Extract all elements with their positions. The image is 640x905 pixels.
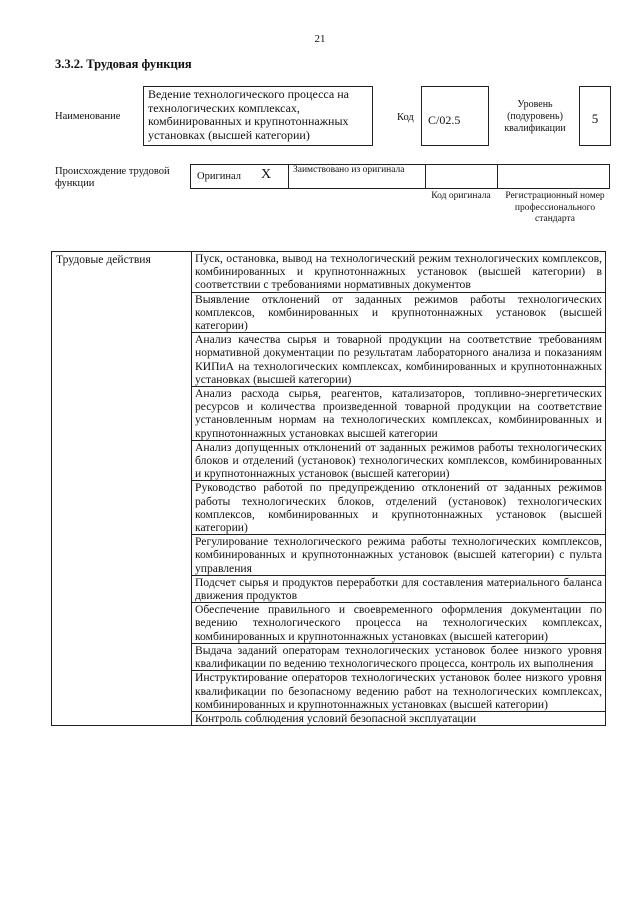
divider: [425, 164, 426, 189]
labor-actions-label: Трудовые действия: [52, 252, 192, 726]
labor-action: Инструктирование операторов технологических установок более низкого уровня квалификации по безопасному ведению работ на технологических комплексах, комбинированных и крупнотоннажных установках (высшей категории): [192, 671, 606, 712]
labor-action: Регулирование технологического режима работы технологических комплексов, комбинированных и крупнотоннажных установок (высшей категории) с пульта управления: [192, 535, 606, 576]
labor-action: Анализ расхода сырья, реагентов, катализаторов, топливно-энергетических ресурсов и количества произведенной товарной продукции на соответствие установленным нормам на технологических комплексах, комбинированных и крупнотоннажных установках высшей категории: [192, 387, 606, 441]
section-title: 3.3.2. Трудовая функция: [55, 57, 192, 71]
origin-table: [190, 164, 610, 189]
labor-action: Выявление отклонений от заданных режимов работы технологических комплексов, комбинированных и крупнотоннажных установок (высшей категории): [192, 292, 606, 333]
labor-action: Руководство работой по предупреждению отклонений от заданных режимов работы технологических блоков, отделений (установок) технологических комплексов, комбинированных и крупнотоннажных установок (высшей категории): [192, 481, 606, 535]
divider: [288, 164, 289, 189]
function-code: С/02.5: [421, 86, 489, 146]
labor-action: Анализ качества сырья и товарной продукции на соответствие требованиям нормативной документации по результатам лабораторного анализа и показаниям КИПиА на технологических комплексах, комбинированных и крупнотоннажных установках (высшей категории): [192, 333, 606, 387]
divider: [497, 164, 498, 189]
name-label: Наименование: [55, 111, 121, 122]
code-original-label: Код оригинала: [431, 191, 491, 201]
function-level: 5: [579, 86, 611, 146]
labor-action: Подсчет сырья и продуктов переработки для составления материального баланса движения продуктов: [192, 575, 606, 602]
labor-action: Пуск, остановка, вывод на технологический режим технологических комплексов, комбинированных и крупнотоннажных установок (высшей категории) в соответствии с требованиями нормативных документов: [192, 252, 606, 293]
function-name: Ведение технологического процесса на технологических комплексах, комбинированных и крупнотоннажных установках (высшей категории): [143, 86, 373, 146]
reg-number-label: Регистрационный номер профессионального стандарта: [505, 191, 605, 224]
page-number: 21: [314, 33, 326, 45]
original-label: Оригинал: [197, 171, 241, 182]
labor-action: Выдача заданий операторам технологических установок более низкого уровня квалификации по ведению технологического процесса, контроль их выполнения: [192, 643, 606, 670]
original-mark: X: [261, 167, 272, 182]
code-label: Код: [397, 112, 414, 123]
labor-action: Контроль соблюдения условий безопасной эксплуатации: [192, 711, 606, 725]
borrowed-label: Заимствовано из оригинала: [293, 165, 405, 175]
origin-label: Происхождение трудовой функции: [55, 166, 170, 189]
labor-actions-table: [51, 251, 606, 726]
labor-action: Анализ допущенных отклонений от заданных режимов работы технологических блоков и отделений (установок) технологических комплексов, комбинированных и крупнотоннажных установок (высшей категории): [192, 440, 606, 481]
labor-action: Обеспечение правильного и своевременного оформления документации по ведению технологического процесса на технологических комплексах, комбинированных и крупнотоннажных установках (высшей категории): [192, 603, 606, 644]
level-label: Уровень (подуровень) квалификации: [504, 99, 566, 134]
table-row: [52, 252, 606, 293]
